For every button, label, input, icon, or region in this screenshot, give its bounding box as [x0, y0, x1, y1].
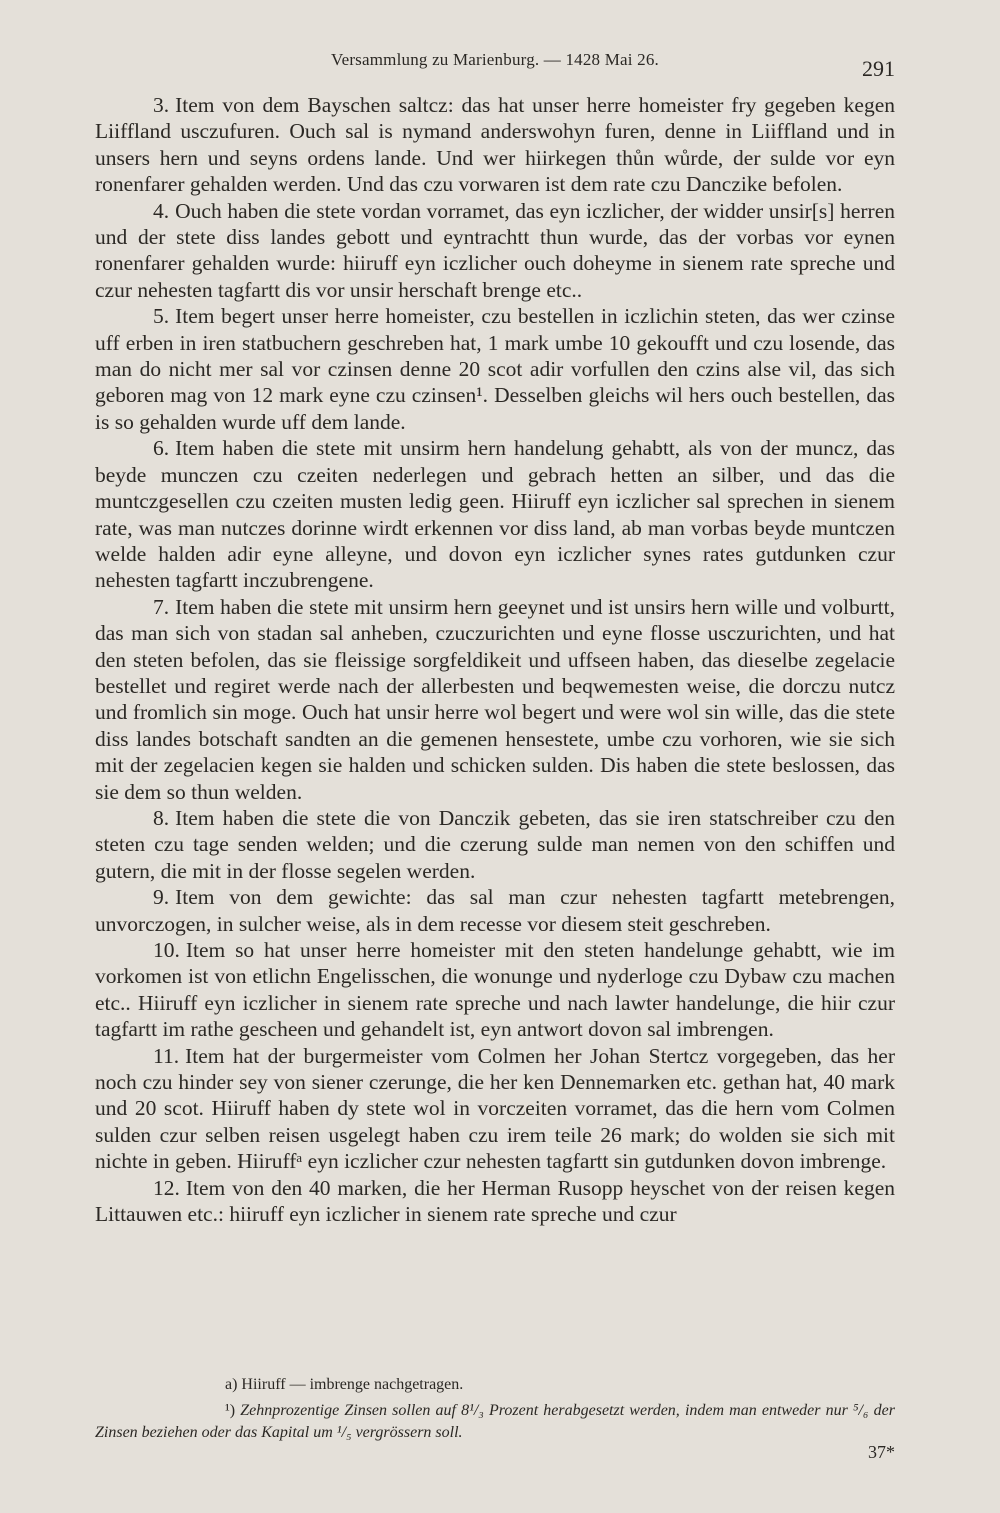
paragraph-9 [95, 884, 895, 937]
paragraph-11 [95, 1043, 895, 1175]
paragraph-7 [95, 594, 895, 805]
paragraph-number: 11. [153, 1043, 180, 1068]
paragraph-number: 8. [153, 805, 170, 830]
paragraph-number: 4. [153, 198, 170, 223]
paragraph-4 [95, 198, 895, 304]
paragraph-10 [95, 937, 895, 1043]
paragraph-text: Item begert unser herre homeister, czu bestellen in iczlichin steten, das wer czinse uff erben in iren statbuchern geschreben hat, 1 mark umbe 10 gekoufft und czu losende, das man do nicht mer sal vor czinsen denne 20 scot adir vorfullen den czins alse vil, das sich geboren mag von 12 mark eyne czu czinsen¹. Desselben gleichs wil hers ouch bestellen, das is so gehalden wurde uff dem lande. [95, 304, 895, 434]
paragraph-number: 12. [153, 1175, 180, 1200]
paragraph-number: 5. [153, 304, 170, 329]
paragraph-text: Item haben die stete die von Danczik gebeten, das sie iren statschreiber czu den steten czu tage senden welden; und die czerung sulde man nemen von den schiffen und gutern, die mit in der flosse segelen werden. [95, 805, 895, 883]
sheet-signature: 37* [868, 1442, 895, 1462]
paragraph-number: 7. [153, 594, 170, 619]
paragraph-number: 6. [153, 436, 170, 461]
paragraph-text: Item von den 40 marken, die her Herman Rusopp heyschet von der reisen kegen Littauwen etc.: hiiruff eyn iczlicher in sienem rate spreche und czur [95, 1175, 895, 1227]
paragraph-number: 9. [153, 885, 170, 910]
paragraph-number: 3. [153, 93, 170, 117]
footnote-text: Zehnprozentige Zinsen sollen auf 8¹/₃ Prozent herabgesetzt werden, indem man entweder nur ⁵/₆ der Zinsen beziehen oder das Kapital um ¹/₅ vergrössern soll. [95, 1402, 896, 1441]
footnote-a: a) Hiiruff — imbrenge nachgetragen. [225, 1376, 464, 1393]
paragraph-12 [95, 1175, 895, 1228]
paragraph-text: Item hat der burgermeister vom Colmen her Johan Stertcz vorgegeben, das her noch czu hinder sey von siener czerunge, die her ken Dennemarken etc. gethan hat, 40 mark und 20 scot. Hiiruff haben dy stete wol in vorczeiten vorramet, das die hern vom Colmen sulden czur selben reisen usgelegt haben czu irem teile 26 mark; do wolden sie sich mit nichte in geben. Hiiruffᵃ eyn iczlicher czur nehesten tagfartt sin gutdunken dovon imbrenge. [95, 1043, 895, 1174]
paragraph-text: Item von dem gewichte: das sal man czur nehesten tagfartt metebrengen, unvorczogen, in sulcher weise, als in dem recesse vor diesem steit geschreben. [95, 885, 895, 936]
paragraph-8 [95, 805, 895, 884]
paragraph-text: Item haben die stete mit unsirm hern geeynet und ist unsirs hern wille und volburtt, das man sich von stadan sal anheben, czuczurichten und eyne flosse usczurichten, und hat den steten befolen, das sie fleissige sorgfeldikeit und uffseen haben, das dieselbe zegelacie bestellet und regiret werde nach der allerbesten und beqwemesten weise, die dorczu nutcz und fromlich sin moge. Ouch hat unsir herre wol begert und were wol sin wille, das die stete diss landes botschaft sandten an die gemenen hensestete, umbe czu vorhoren, wie sie sich mit der zegelacien kegen sie halden und schicken sulden. Dis haben die stete beslossen, das sie dem so thun welden. [95, 594, 895, 804]
paragraph-3 [95, 92, 895, 198]
paragraph-text: Item so hat unser herre homeister mit den steten handelunge gehabtt, wie im vorkomen ist von etlichn Engelisschen, die wonunge und nyderloge czu Dybaw czu machen etc.. Hiiruff eyn iczlicher in sienem rate spreche und nach lawter handelunge, die hiir czur tagfartt im rathe gescheen und gehandelt ist, eyn antwort dovon sal imbrengen. [95, 938, 895, 1042]
footnote-marker: ¹) [225, 1402, 236, 1419]
paragraph-text: Ouch haben die stete vordan vorramet, das eyn iczlicher, der widder unsir[s] herren und der stete diss landes gebott und eyntrachtt thun wurde, das der vorbas vor eynen ronenfarer gehalden wurde: hiiruff eyn iczlicher ouch doheyme in sienem rate spreche und czur nehesten tagfartt dis vor unsir herschaft brenge etc.. [95, 198, 895, 302]
paragraph-text: Item haben die stete mit unsirm hern handelung gehabtt, als von der muncz, das beyde munczen czu czeiten nederlegen und gebrach hetten an silber, und das die muntczgesellen czu czeiten musten ledig geen. Hiiruff eyn iczlicher sal sprechen in sienem rate, was man nutczes dorinne wirdt erkennen vor diss land, ab man vorbas beyde muntczen welde halden adir eyne alleyne, und dovon eyn iczlicher synes rates gutdunken czur nehesten tagfartt inczubrengene. [95, 436, 895, 593]
running-head [95, 48, 895, 81]
paragraph-5 [95, 303, 895, 435]
footnotes [95, 1374, 895, 1444]
paragraph-number: 10. [153, 938, 180, 962]
footnote-1 [95, 1400, 895, 1444]
running-title: Versammlung zu Marienburg. — 1428 Mai 26. [330, 50, 659, 69]
body-text [95, 92, 895, 1227]
page-number: 291 [862, 56, 895, 81]
paragraph-text: Item von dem Bayschen saltcz: das hat unser herre homeister fry gegeben kegen Liiffland usczufuren. Ouch sal is nymand anderswohyn furen, denne in Liiffland und in unsers hern und seyns ordens lande. Und wer hiirkegen thůn wůrde, der sulde vor eyn ronenfarer gehalden werden. Und das czu vorwaren ist dem rate czu Danczike befolen. [95, 93, 895, 197]
paragraph-6 [95, 435, 895, 593]
